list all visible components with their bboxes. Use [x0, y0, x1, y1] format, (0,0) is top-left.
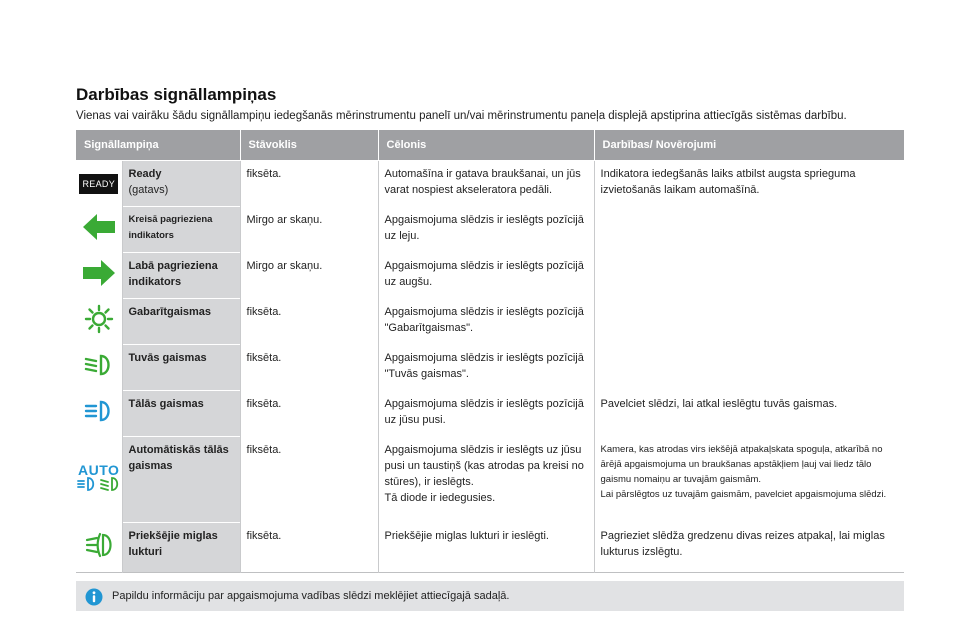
lamp-action: [594, 299, 904, 345]
dipped-beam-icon: [76, 345, 122, 391]
lamp-cause: Priekšējie miglas lukturi ir ieslēgti.: [378, 523, 594, 573]
right-arrow-icon: [76, 253, 122, 299]
table-row: [76, 207, 904, 253]
lamp-name: Labā pagrieziena indikators: [122, 253, 240, 299]
lamp-action: Kamera, kas atrodas virs iekšējā atpakaļskata spoguļa, atkarībā no ārējā apgaismojuma un braukšanas apstākļiem ļauj vai liedz tālo gaismu nomaiņu ar tuvajām gaismām. Lai pārslēgtos uz tuvajām gaismām, pavelciet apgaismojuma slēdzi.: [594, 437, 904, 523]
table-row: [76, 345, 904, 391]
lamp-name: Ready (gatavs): [122, 161, 240, 207]
table-row: [76, 523, 904, 573]
auto-beam-icon: AUTO: [76, 437, 122, 523]
front-fog-icon: [76, 523, 122, 573]
lamp-state: Mirgo ar skaņu.: [240, 253, 378, 299]
lamp-action: Pagrieziet slēdža gredzenu divas reizes atpakaļ, lai miglas lukturus izslēgtu.: [594, 523, 904, 573]
table-header-row: [76, 130, 904, 161]
left-arrow-icon: [76, 207, 122, 253]
lamp-action: [594, 207, 904, 253]
lamp-action: Pavelciet slēdzi, lai atkal ieslēgtu tuvās gaismas.: [594, 391, 904, 437]
table-row: [76, 391, 904, 437]
lamp-state: fiksēta.: [240, 345, 378, 391]
info-text: Papildu informāciju par apgaismojuma vadības slēdzi meklējiet attiecīgajā sadaļā.: [112, 590, 510, 602]
header-lamp: Signāllampiņa: [76, 130, 240, 161]
lamp-cause: Apgaismojuma slēdzis ir ieslēgts pozīcijā "Tuvās gaismas".: [378, 345, 594, 391]
lamp-state: fiksēta.: [240, 523, 378, 573]
lamp-action: [594, 253, 904, 299]
lamp-cause: Apgaismojuma slēdzis ir ieslēgts pozīcijā "Gabarītgaismas".: [378, 299, 594, 345]
intro-text: Vienas vai vairāku šādu signāllampiņu iedegšanās mērinstrumentu panelī un/vai mērinstrumentu paneļa displejā apstiprina attiecīgās sistēmas darbību.: [76, 110, 847, 122]
lamp-state: Mirgo ar skaņu.: [240, 207, 378, 253]
info-box: [76, 581, 904, 611]
lamp-cause: Automašīna ir gatava braukšanai, un jūs varat nospiest akseleratora pedāli.: [378, 161, 594, 207]
lamp-name-sub: (gatavs): [128, 184, 169, 196]
lamp-cause: Apgaismojuma slēdzis ir ieslēgts pozīcijā uz augšu.: [378, 253, 594, 299]
header-cause: Cēlonis: [378, 130, 594, 161]
table-row: [76, 437, 904, 523]
lamp-name: Tālās gaismas: [122, 391, 240, 437]
lamp-name: Gabarītgaismas: [122, 299, 240, 345]
lamp-name: Priekšējie miglas lukturi: [122, 523, 240, 573]
lamp-state: fiksēta.: [240, 299, 378, 345]
header-action: Darbības/ Novērojumi: [594, 130, 904, 161]
lamp-state: fiksēta.: [240, 437, 378, 523]
warning-lamps-table: [76, 130, 904, 573]
main-beam-icon: [76, 391, 122, 437]
lamp-name: Tuvās gaismas: [122, 345, 240, 391]
header-state: Stāvoklis: [240, 130, 378, 161]
lamp-action: Indikatora iedegšanās laiks atbilst augsta sprieguma izvietošanās laikam automašīnā.: [594, 161, 904, 207]
lamp-action: [594, 345, 904, 391]
ready-icon: READY: [76, 161, 122, 207]
sidelights-icon: [76, 299, 122, 345]
lamp-cause: Apgaismojuma slēdzis ir ieslēgts pozīcijā uz leju.: [378, 207, 594, 253]
lamp-cause: Apgaismojuma slēdzis ir ieslēgts pozīcijā uz jūsu pusi.: [378, 391, 594, 437]
lamp-state: fiksēta.: [240, 391, 378, 437]
lamp-cause: Apgaismojuma slēdzis ir ieslēgts uz jūsu pusi un taustiņš (kas atrodas pa kreisi no stūres), ir ieslēgts. Tā diode ir iedegusies.: [378, 437, 594, 523]
lamp-state: fiksēta.: [240, 161, 378, 207]
table-row: [76, 161, 904, 207]
lamp-name: Kreisā pagrieziena indikators: [122, 207, 240, 253]
page-title: Darbības signāllampiņas: [76, 85, 277, 104]
info-icon: [85, 588, 103, 611]
table-row: [76, 299, 904, 345]
table-row: [76, 253, 904, 299]
lamp-name: Automātiskās tālās gaismas: [122, 437, 240, 523]
